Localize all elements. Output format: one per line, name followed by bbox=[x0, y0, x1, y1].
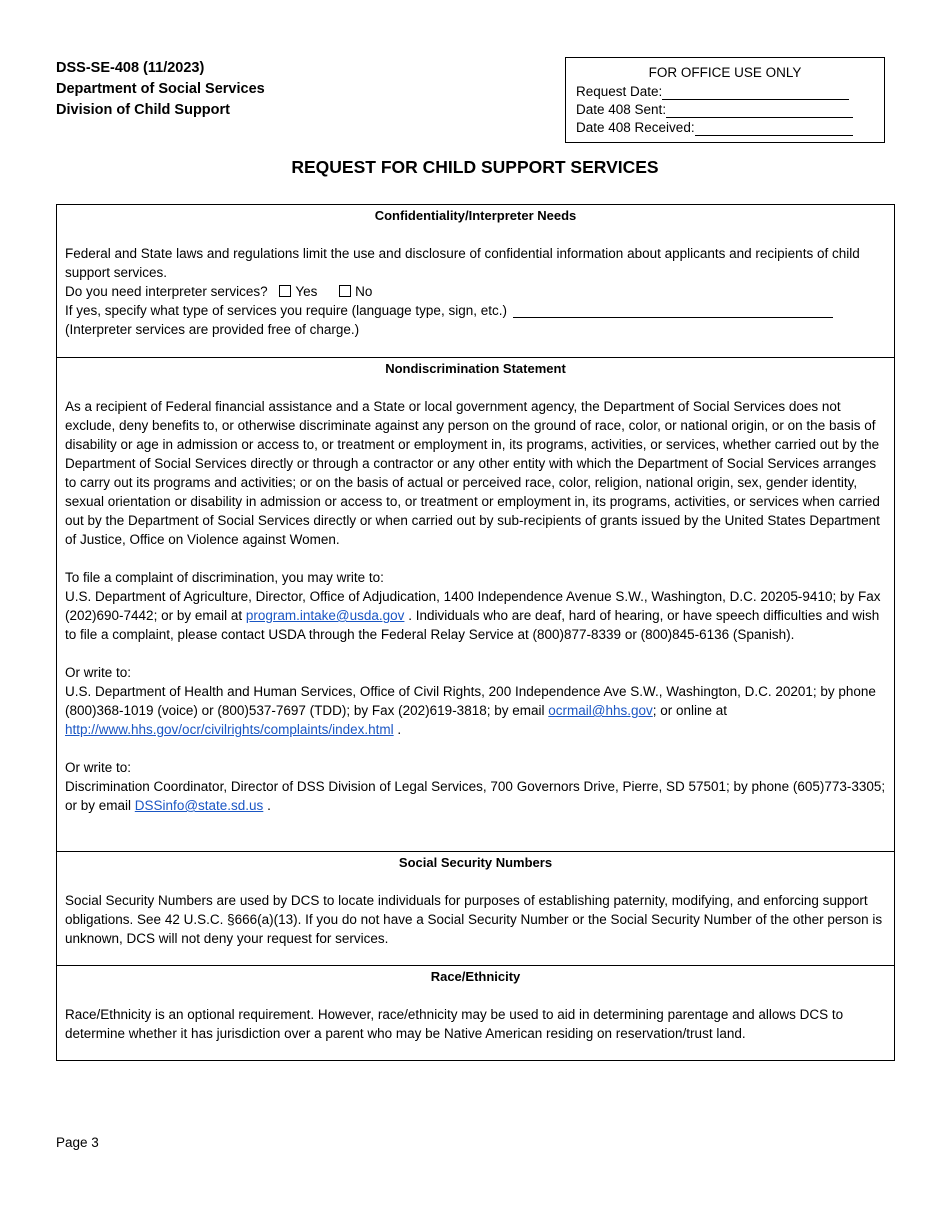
date-sent-label: Date 408 Sent: bbox=[576, 102, 667, 117]
hhs-intro: Or write to: bbox=[65, 665, 132, 680]
division-name: Division of Child Support bbox=[56, 102, 230, 118]
request-date-field[interactable] bbox=[662, 83, 849, 100]
form-header bbox=[56, 58, 265, 121]
nondiscrimination-heading: Nondiscrimination Statement bbox=[385, 361, 566, 376]
dss-email-link[interactable]: DSSinfo@state.sd.us bbox=[134, 798, 264, 813]
interpreter-note: (Interpreter services are provided free of charge.) bbox=[65, 322, 360, 337]
hhs-text-b: ; or online at bbox=[652, 703, 728, 718]
page-number: Page 3 bbox=[56, 1135, 99, 1150]
date-sent-field[interactable] bbox=[666, 101, 853, 118]
office-use-box bbox=[565, 57, 885, 143]
hhs-text-a: U.S. Department of Health and Human Services, Office of Civil Rights, 200 Independence Ave S.W., Washington, D.C. 20201; by phone (800)368-1019 (voice) or (800)537-7697 (TDD); by Fax (202)619-3818; by email bbox=[65, 684, 876, 718]
interpreter-no-checkbox[interactable] bbox=[339, 285, 351, 297]
usda-complaint-paragraph bbox=[65, 568, 886, 644]
nondiscrimination-section bbox=[57, 358, 894, 852]
department-name: Department of Social Services bbox=[56, 81, 265, 97]
interpreter-type-field[interactable] bbox=[513, 303, 833, 318]
ssn-text: Social Security Numbers are used by DCS to locate individuals for purposes of establishing paternity, modifying, and enforcing support obligations. See 42 U.S.C. §666(a)(13). If you do not have a Social Security Number or the Social Security Number of the other person is unknown, DCS will not deny your request for services. bbox=[65, 893, 883, 946]
dss-text-a: Discrimination Coordinator, Director of DSS Division of Legal Services, 700 Governors Drive, Pierre, SD 57501; by phone (605)773-3305; or by email bbox=[65, 779, 886, 813]
date-sent-row bbox=[576, 101, 874, 119]
dss-intro: Or write to: bbox=[65, 760, 132, 775]
usda-text-b: . Individuals who are deaf, hard of hearing, or have speech difficulties and wish to file a complaint, please contact USDA through the Federal Relay Service at (800)877-8339 or (800)845-6136 (Spanish). bbox=[65, 608, 880, 642]
hhs-email-link[interactable]: ocrmail@hhs.gov bbox=[548, 703, 653, 718]
confidentiality-section bbox=[57, 205, 894, 358]
interpreter-yes-label: Yes bbox=[295, 284, 318, 299]
usda-intro: To file a complaint of discrimination, you may write to: bbox=[65, 570, 384, 585]
request-date-label: Request Date: bbox=[576, 84, 663, 99]
form-body bbox=[56, 204, 895, 1061]
race-heading: Race/Ethnicity bbox=[430, 969, 521, 984]
interpreter-yes-checkbox[interactable] bbox=[279, 285, 291, 297]
hhs-url-link[interactable]: http://www.hhs.gov/ocr/civilrights/complaints/index.html bbox=[65, 722, 394, 737]
form-id: DSS-SE-408 (11/2023) bbox=[56, 60, 205, 76]
date-received-label: Date 408 Received: bbox=[576, 120, 695, 135]
office-use-title: FOR OFFICE USE ONLY bbox=[648, 65, 802, 80]
interpreter-no-label: No bbox=[355, 284, 373, 299]
confidentiality-text: Federal and State laws and regulations limit the use and disclosure of confidential information about applicants and recipients of child support services. bbox=[65, 246, 860, 280]
interpreter-specify-row bbox=[65, 301, 886, 320]
usda-text-a: U.S. Department of Agriculture, Director, Office of Adjudication, 1400 Independence Avenue S.W., Washington, D.C. 20205-9410; by Fax (202)690-7442; or by email at bbox=[65, 589, 881, 623]
request-date-row bbox=[576, 83, 874, 101]
interpreter-question: Do you need interpreter services? bbox=[65, 284, 268, 299]
ssn-section bbox=[57, 852, 894, 966]
hhs-text-c: . bbox=[397, 722, 402, 737]
race-section bbox=[57, 966, 894, 1043]
ssn-heading: Social Security Numbers bbox=[398, 855, 553, 870]
page-title: REQUEST FOR CHILD SUPPORT SERVICES bbox=[291, 157, 659, 177]
dss-text-b: . bbox=[267, 798, 271, 813]
race-text: Race/Ethnicity is an optional requirement. However, race/ethnicity may be used to aid in determining parentage and allows DCS to determine whether it has jurisdiction over a parent who may be Native American residing on reservation/trust land. bbox=[65, 1007, 844, 1041]
nondiscrimination-paragraph: As a recipient of Federal financial assistance and a State or local government agency, the Department of Social Services does not exclude, deny benefits to, or otherwise discriminate against any person on the ground of race, color, or national origin, or on the basis of disability or age in admission or access to, or treatment or employment in, its programs, activities, or services, whether carried out by the Department of Social Services directly or through a contractor or any other entity with which the Department of Social Services arranges to carry out its programs and activities; or on the basis of actual or perceived race, color, religion, national origin, sex, gender identity, sexual orientation or disability in admission or access to, or treatment or employment in, its programs, activities, or services when carried out by the Department of Social Services directly or when carried out by sub-recipients of grants issued by the United States Department of Justice, Office on Violence against Women. bbox=[65, 399, 880, 547]
hhs-complaint-paragraph bbox=[65, 663, 886, 739]
date-received-field[interactable] bbox=[695, 119, 853, 136]
interpreter-specify-label: If yes, specify what type of services you require (language type, sign, etc.) bbox=[65, 303, 507, 318]
interpreter-question-row bbox=[65, 282, 886, 301]
dss-complaint-paragraph bbox=[65, 758, 886, 815]
confidentiality-heading: Confidentiality/Interpreter Needs bbox=[374, 208, 577, 223]
usda-email-link[interactable]: program.intake@usda.gov bbox=[245, 608, 405, 623]
date-received-row bbox=[576, 119, 874, 137]
